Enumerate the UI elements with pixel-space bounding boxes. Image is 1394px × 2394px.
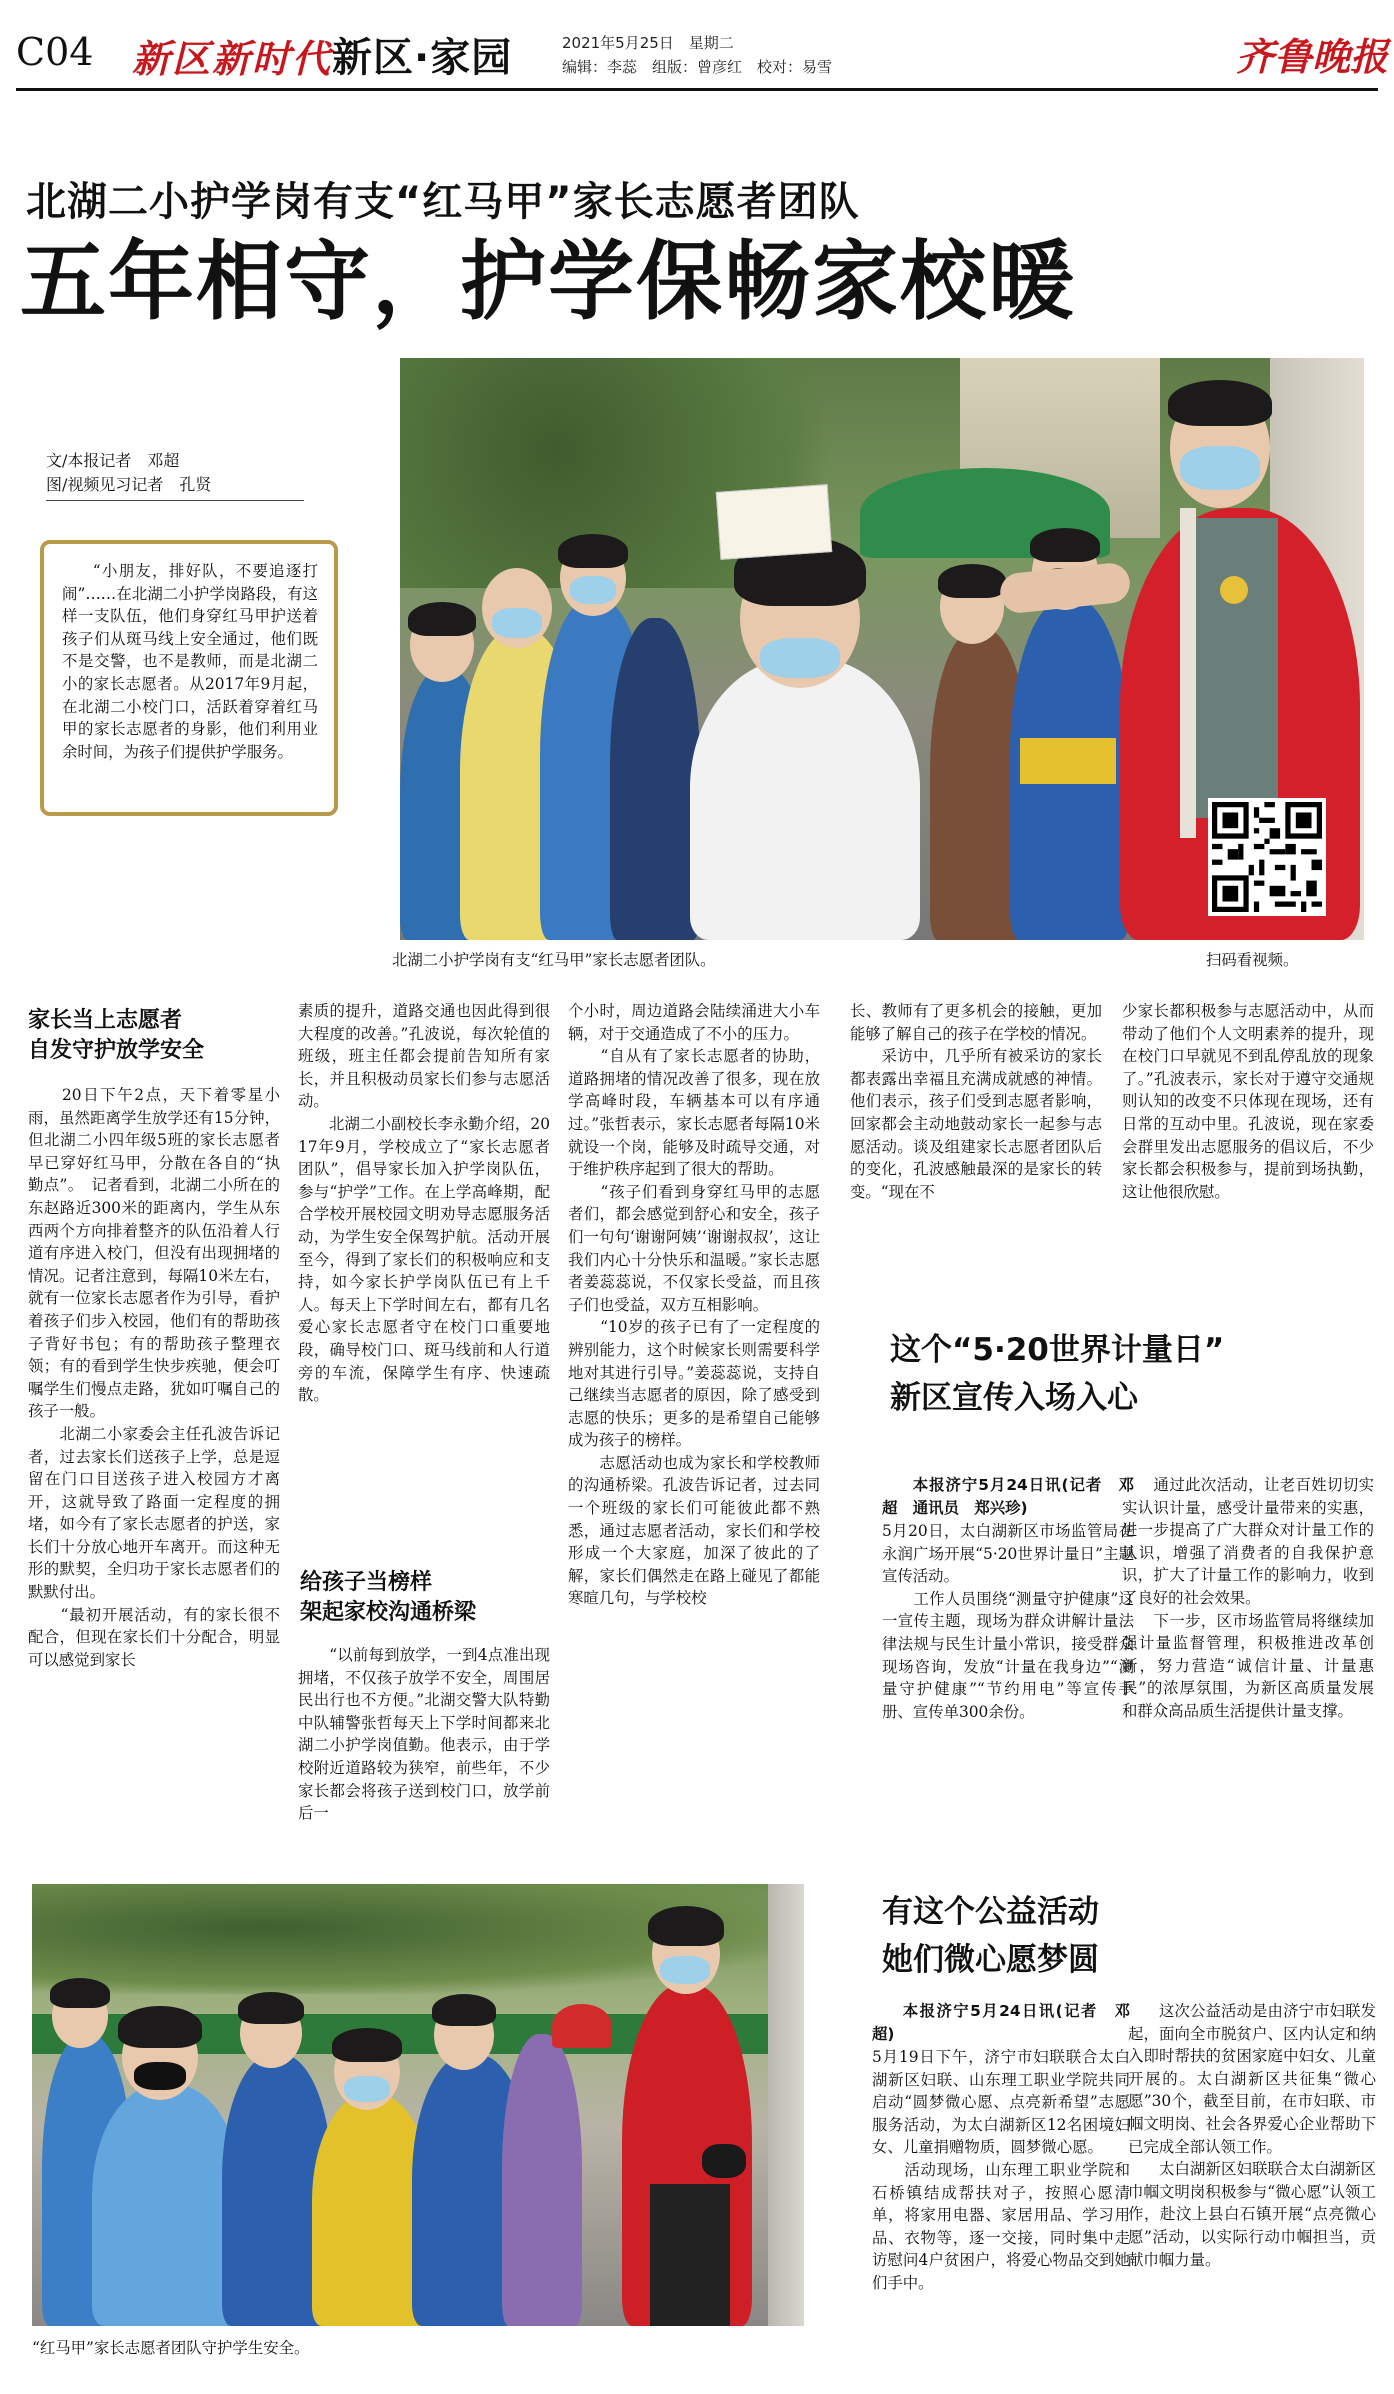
story2-column-b: 通过此次活动，让老百姓切切实实认识计量，感受计量带来的实惠，进一步提高了广大群众对计量工作的认识，增强了消费者的自我保护意识，扩大了计量工作的影响力，收到了良好的社会效果。 下一步，区市场监管局将继续加强计量监督管理，积极推进改革创新，努力营造“诚信计量、计量惠民”的浓厚氛围，为新区高质量发展和群众高品质生活提供计量支撑。 — [1122, 1476, 1374, 1720]
story2-dateline: 本报济宁5月24日讯(记者 邓超 通讯员 郑兴珍) — [882, 1476, 1134, 1517]
masthead-rule — [16, 88, 1378, 91]
column-2b: “以前每到放学，一到4点准出现拥堵，不仅孩子放学不安全，周围居民出行也不方便。”北湖交警大队特勤中队辅警张哲每天上下学时间都来北湖二小护学岗值勤。他表示，由于学校附近道路较为狭窄，前些年，不少家长都会将孩子送到校门口，放学前后一 — [298, 1646, 550, 1823]
bottom-photo-caption: “红马甲”家长志愿者团队守护学生安全。 — [32, 2339, 310, 2357]
lead-headline: 五年相守，护学保畅家校暖 — [20, 232, 1076, 332]
story3-headline: 有这个公益活动 她们微心愿梦圆 — [882, 1894, 1099, 1978]
main-photo-caption: 北湖二小护学岗有支“红马甲”家长志愿者团队。 — [392, 951, 716, 969]
byline-writer: 文/本报记者 邓超 — [46, 451, 180, 470]
qr-code[interactable] — [1208, 798, 1326, 916]
brand-logo: 齐鲁晚报 — [1236, 34, 1389, 79]
subhead-role-model: 给孩子当榜样 架起家校沟通桥梁 — [300, 1570, 477, 1625]
column-1: 20日下午2点，天下着零星小雨，虽然距离学生放学还有15分钟，但北湖二小四年级5班的家长志愿者早已穿好红马甲，分散在各自的“执勤点”。 记者看到，北湖二小所在的东赵路近300米的距离内，学生从东西两个方向排着整齐的队伍沿着人行道有序进入校门，但没有出现拥堵的情况。记者注意到，每隔10米左右，就有一位家长志愿者作为引导，看护着孩子们步入校园，他们有的帮助孩子背好书包；有的帮助孩子整理衣领；有的看到学生快步疾驰，便会叮嘱学生们慢点走路，犹如叮嘱自己的孩子一般。 北湖二小家委会主任孔波告诉记者，过去家长们送孩子上学，总是逗留在门口目送孩子进入校园方才离开，这就导致了路面一定程度的拥堵，如今有了家长志愿者的护送，家长们十分放心地开车离开。而这种无形的默契，全归功于家长志愿者们的默默付出。 “最初开展活动，有的家长很不配合，但现在家长们十分配合，明显可以感觉到家长 — [28, 1086, 280, 1669]
subhead-volunteer: 家长当上志愿者 自发守护放学安全 — [28, 1008, 205, 1063]
story2-column-a: 5月20日，太白湖新区市场监管局在永润广场开展“5·20世界计量日”主题宣传活动。 工作人员围绕“测量守护健康”这一宣传主题，现场为群众讲解计量法律法规与民生计量小常识，接受群众现场咨询，发放“计量在我身边”“测量守护健康”“节约用电”等宣传手册、宣传单300余份。 — [882, 1522, 1134, 1721]
story3-column-b: 这次公益活动是由济宁市妇联发起，面向全市脱贫户、区内认定和纳入即时帮扶的贫困家庭中妇女、儿童开展的。太白湖新区共征集“微心愿”30个，截至目前，在市妇联、市帼文明岗、社会各界爱心企业帮助下已完成全部认领工作。 太白湖新区妇联联合太白湖新区巾帼文明岗积极参与“微心愿”认领工作，赴汶上县白石镇开展“点亮微心愿”活动，以实际行动巾帼担当，贡献巾帼力量。 — [1128, 2002, 1376, 2269]
story3-dateline: 本报济宁5月24日讯(记者 邓超) — [872, 2002, 1130, 2043]
lead-kicker: 北湖二小护学岗有支“红马甲”家长志愿者团队 — [26, 179, 860, 225]
byline-photo: 图/视频见习记者 孔贤 — [46, 475, 212, 494]
column-2a: 素质的提升，道路交通也因此得到很大程度的改善。”孔波说，每次轮值的班级，班主任都会提前告知所有家长，并且积极动员家长们参与志愿活动。 北湖二小副校长李永勤介绍，2017年9月，学校成立了“家长志愿者团队”，倡导家长加入护学岗队伍，参与“护学”工作。在上学高峰期，配合学校开展校园文明劝导志愿服务活动，为学生安全保驾护航。活动开展至今，得到了家长们的积极响应和支持，如今家长护学岗队伍已有上千人。每天上下学时间左右，都有几名爱心家长志愿者守在校门口重要地段，确导校门口、斑马线前和人行道旁的车流，保障学生有序、快速疏散。 — [298, 1002, 550, 1405]
qr-caption: 扫码看视频。 — [1206, 951, 1299, 969]
paper-name: 新区新时代 — [132, 36, 333, 81]
staff-line: 编辑：李蕊 组版：曾彦红 校对：易雪 — [562, 58, 833, 76]
summary-box — [40, 540, 338, 816]
main-photo — [400, 358, 1364, 940]
bottom-photo — [32, 1884, 804, 2326]
story3-column-a: 5月19日下午，济宁市妇联联合太白湖新区妇联、山东理工职业学院共同启动“圆梦微心愿、点亮新希望”志愿服务活动，为太白湖新区12名困境妇女、儿童捐赠物质，圆梦微心愿。 活动现场，山东理工职业学院和石桥镇结成帮扶对子，按照心愿清单，将家用电器、家居用品、学习用品、衣物等，逐一交接，同时集中走访慰问4户贫困户，将爱心物品交到她们手中。 — [872, 2048, 1130, 2292]
masthead — [0, 0, 1394, 90]
story2-headline: 这个“5·20世界计量日” 新区宣传入场入心 — [890, 1332, 1225, 1416]
byline-rule — [46, 500, 304, 501]
qr-code-pattern — [1212, 802, 1322, 912]
summary-text: “小朋友，排好队，不要追逐打闹”……在北湖二小护学岗路段，有这样一支队伍，他们身穿红马甲护送着孩子们从斑马线上安全通过，他们既不是交警，也不是教师，而是北湖二小的家长志愿者。从2017年9月起，在北湖二小校门口，活跃着穿着红马甲的家长志愿者的身影，他们利用业余时间，为孩子们提供护学服务。 — [62, 562, 318, 761]
column-3: 个小时，周边道路会陆续涌进大小车辆，对于交通造成了不小的压力。 “自从有了家长志愿者的协助，道路拥堵的情况改善了很多，现在放学高峰时段，车辆基本可以有序通过。”张哲表示，家长志愿者每隔10米就设一个岗，能够及时疏导交通，对于维护秩序起到了很大的帮助。 “孩子们看到身穿红马甲的志愿者们，都会感觉到舒心和安全，孩子们一句句‘谢谢阿姨’‘谢谢叔叔’，这让我们内心十分快乐和温暖。”家长志愿者姜蕊蕊说，不仅家长受益，而且孩子们也受益，双方互相影响。 “10岁的孩子已有了一定程度的辨别能力，这个时候家长则需要科学地对其进行引导。”姜蕊蕊说，支持自己继续当志愿者的原因，除了感受到志愿的快乐；更多的是希望自己能够成为孩子的榜样。 志愿活动也成为家长和学校教师的沟通桥梁。孔波告诉记者，过去同一个班级的家长们可能彼此都不熟悉，通过志愿者活动，家长们和学校形成一个大家庭，加深了彼此的了解，家长们偶然走在路上碰见了都能寒暄几句，与学校校 — [568, 1002, 820, 1608]
column-5: 少家长都积极参与志愿活动中，从而带动了他们个人文明素养的提升，现在校门口早就见不到乱停乱放的现象了。”孔波表示，家长对于遵守交通规则认知的改变不只体现在现场，还有日常的互动中里。孔波说，现在家委会群里发出志愿服务的倡议后，不少家长都会积极参与，提前到场执勤，这让他很欣慰。 — [1122, 1002, 1374, 1201]
column-4: 长、教师有了更多机会的接触，更加能够了解自己的孩子在学校的情况。 采访中，几乎所有被采访的家长都表露出幸福且充满成就感的神情。他们表示，孩子们受到志愿者影响，回家都会主动地鼓动家长一起参与志愿活动。谈及组建家长志愿者团队后的变化，孔波感触最深的是家长的转变。“现在不 — [850, 1002, 1102, 1201]
section-title: 新区·家园 — [332, 35, 513, 81]
page-code: C04 — [16, 30, 94, 74]
date-line: 2021年5月25日 星期二 — [562, 34, 734, 52]
